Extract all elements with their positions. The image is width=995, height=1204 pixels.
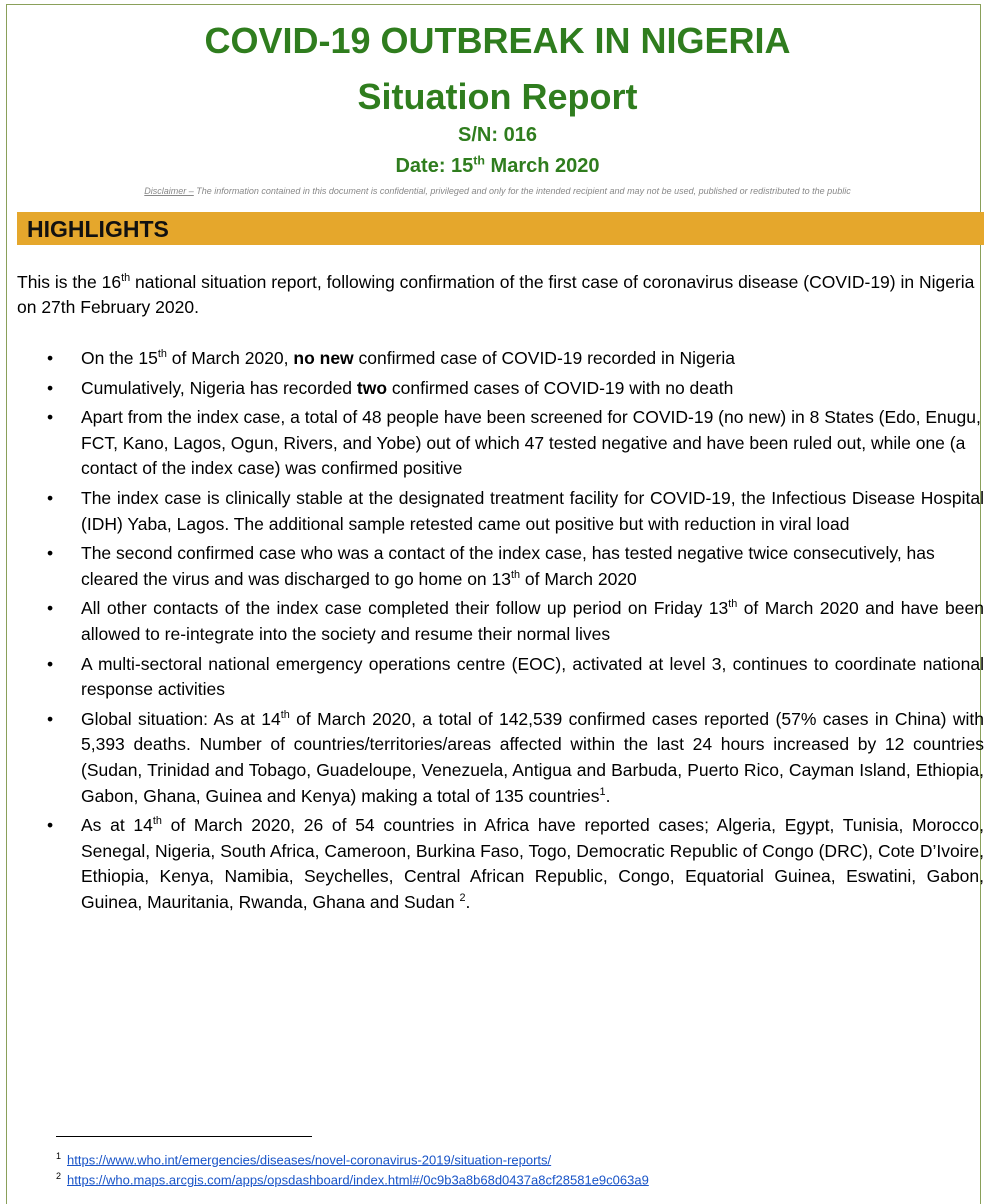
disclaimer-text: The information contained in this document is confidential, privileged and only for the intended recipient and may not be used, published or redistributed to the public [193,186,851,196]
bullet-icon: • [47,653,54,674]
list-item: • The index case is clinically stable at the designated treatment facility for COVID-19, the Infectious Disease Hospital (IDH) Yaba, Lagos. The additional sample retested came out positive but with reduction in viral load [47,487,984,534]
intro-paragraph: This is the 16th national situation report, following confirmation of the first case of coronavirus disease (COVID-19) in Nigeria on 27th February 2020. [17,272,975,317]
bullet-icon: • [47,543,54,564]
bullet-icon: • [47,598,54,619]
list-item: • Global situation: As at 14th of March 2020, a total of 142,539 confirmed cases reported (57% cases in China) with 5,393 deaths. Number of countries/territories/areas affected within the last 24 hours increased by 12 countries (Sudan, Trinidad and Tobago, Guadeloupe, Venezuela, Antigua and Barbuda, Puerto Rico, Cayman Island, Ethiopia, Gabon, Ghana, Guinea and Kenya) making a total of 135 countries$^1$. [47,708,984,806]
bullet-icon: • [47,708,54,729]
footnote-2: $^2$ https://who.maps.arcgis.com/apps/opsdashboard/index.html#/0c9b3a8b68d0437a8cf28581e9c063a9 [56,1171,649,1188]
footnote-separator [56,1136,312,1137]
serial-number: S/N: 016 [458,124,537,146]
highlights-heading: HIGHLIGHTS [27,216,169,242]
report-date: Date: 15th March 2020 [395,153,600,177]
report-subtitle: Situation Report [357,76,638,117]
list-item: • A multi-sectoral national emergency operations centre (EOC), activated at level 3, continues to coordinate national response activities [47,653,984,700]
footnote-ref[interactable]: 1 [599,785,606,798]
list-item: • The second confirmed case who was a contact of the index case, has tested negative twice consecutively, has cleared the virus and was discharged to go home on 13th of March 2020 [47,543,935,589]
bullet-icon: • [47,487,54,508]
bullet-icon: • [47,377,54,398]
highlights-heading-bar [17,212,984,245]
footnote-ref[interactable]: 2 [459,892,466,905]
footnote-link-2[interactable]: https://who.maps.arcgis.com/apps/opsdashboard/index.html#/0c9b3a8b68d0437a8cf28581e9c063a9 [67,1172,649,1188]
footnote-link-1[interactable]: https://www.who.int/emergencies/diseases/novel-coronavirus-2019/situation-reports/ [67,1152,552,1168]
top-rule [6,4,981,5]
bullet-icon: • [47,815,54,836]
list-item: • On the 15th of March 2020, no new confirmed case of COVID-19 recorded in Nigeria [17,346,984,372]
list-item: • Apart from the index case, a total of 48 people have been screened for COVID-19 (no new) in 8 States (Edo, Enugu, FCT, Kano, Lagos, Ogun, Rivers, and Yobe) out of which 47 tested negative and have been ruled out, while one (a contact of the index case) was confirmed positive [47,407,981,479]
bullet-icon: • [47,407,54,428]
list-item: • As at 14th of March 2020, 26 of 54 countries in Africa have reported cases; Algeria, Egypt, Tunisia, Morocco, Senegal, Nigeria, South Africa, Cameroon, Burkina Faso, Togo, Democratic Republic of Congo (DRC), Cote D’Ivoire, Ethiopia, Kenya, Namibia, Seychelles, Central African Republic, Congo, Equatorial Guinea, Eswatini, Gabon, Guinea, Mauritania, Rwanda, Ghana and Sudan $^2$. [47,815,984,912]
disclaimer-label: Disclaimer – [144,186,194,196]
highlights-list [17,346,984,919]
disclaimer [0,186,995,196]
list-item: • Cumulatively, Nigeria has recorded two confirmed cases of COVID-19 with no death [17,376,984,402]
bullet-icon: • [47,348,54,368]
report-title: COVID-19 OUTBREAK IN NIGERIA [204,20,791,61]
list-item: • All other contacts of the index case completed their follow up period on Friday 13th of March 2020 and have been allowed to re-integrate into the society and resume their normal lives [47,598,984,644]
footnote-1: $^1$ https://www.who.int/emergencies/diseases/novel-coronavirus-2019/situation-reports/ [56,1151,552,1168]
